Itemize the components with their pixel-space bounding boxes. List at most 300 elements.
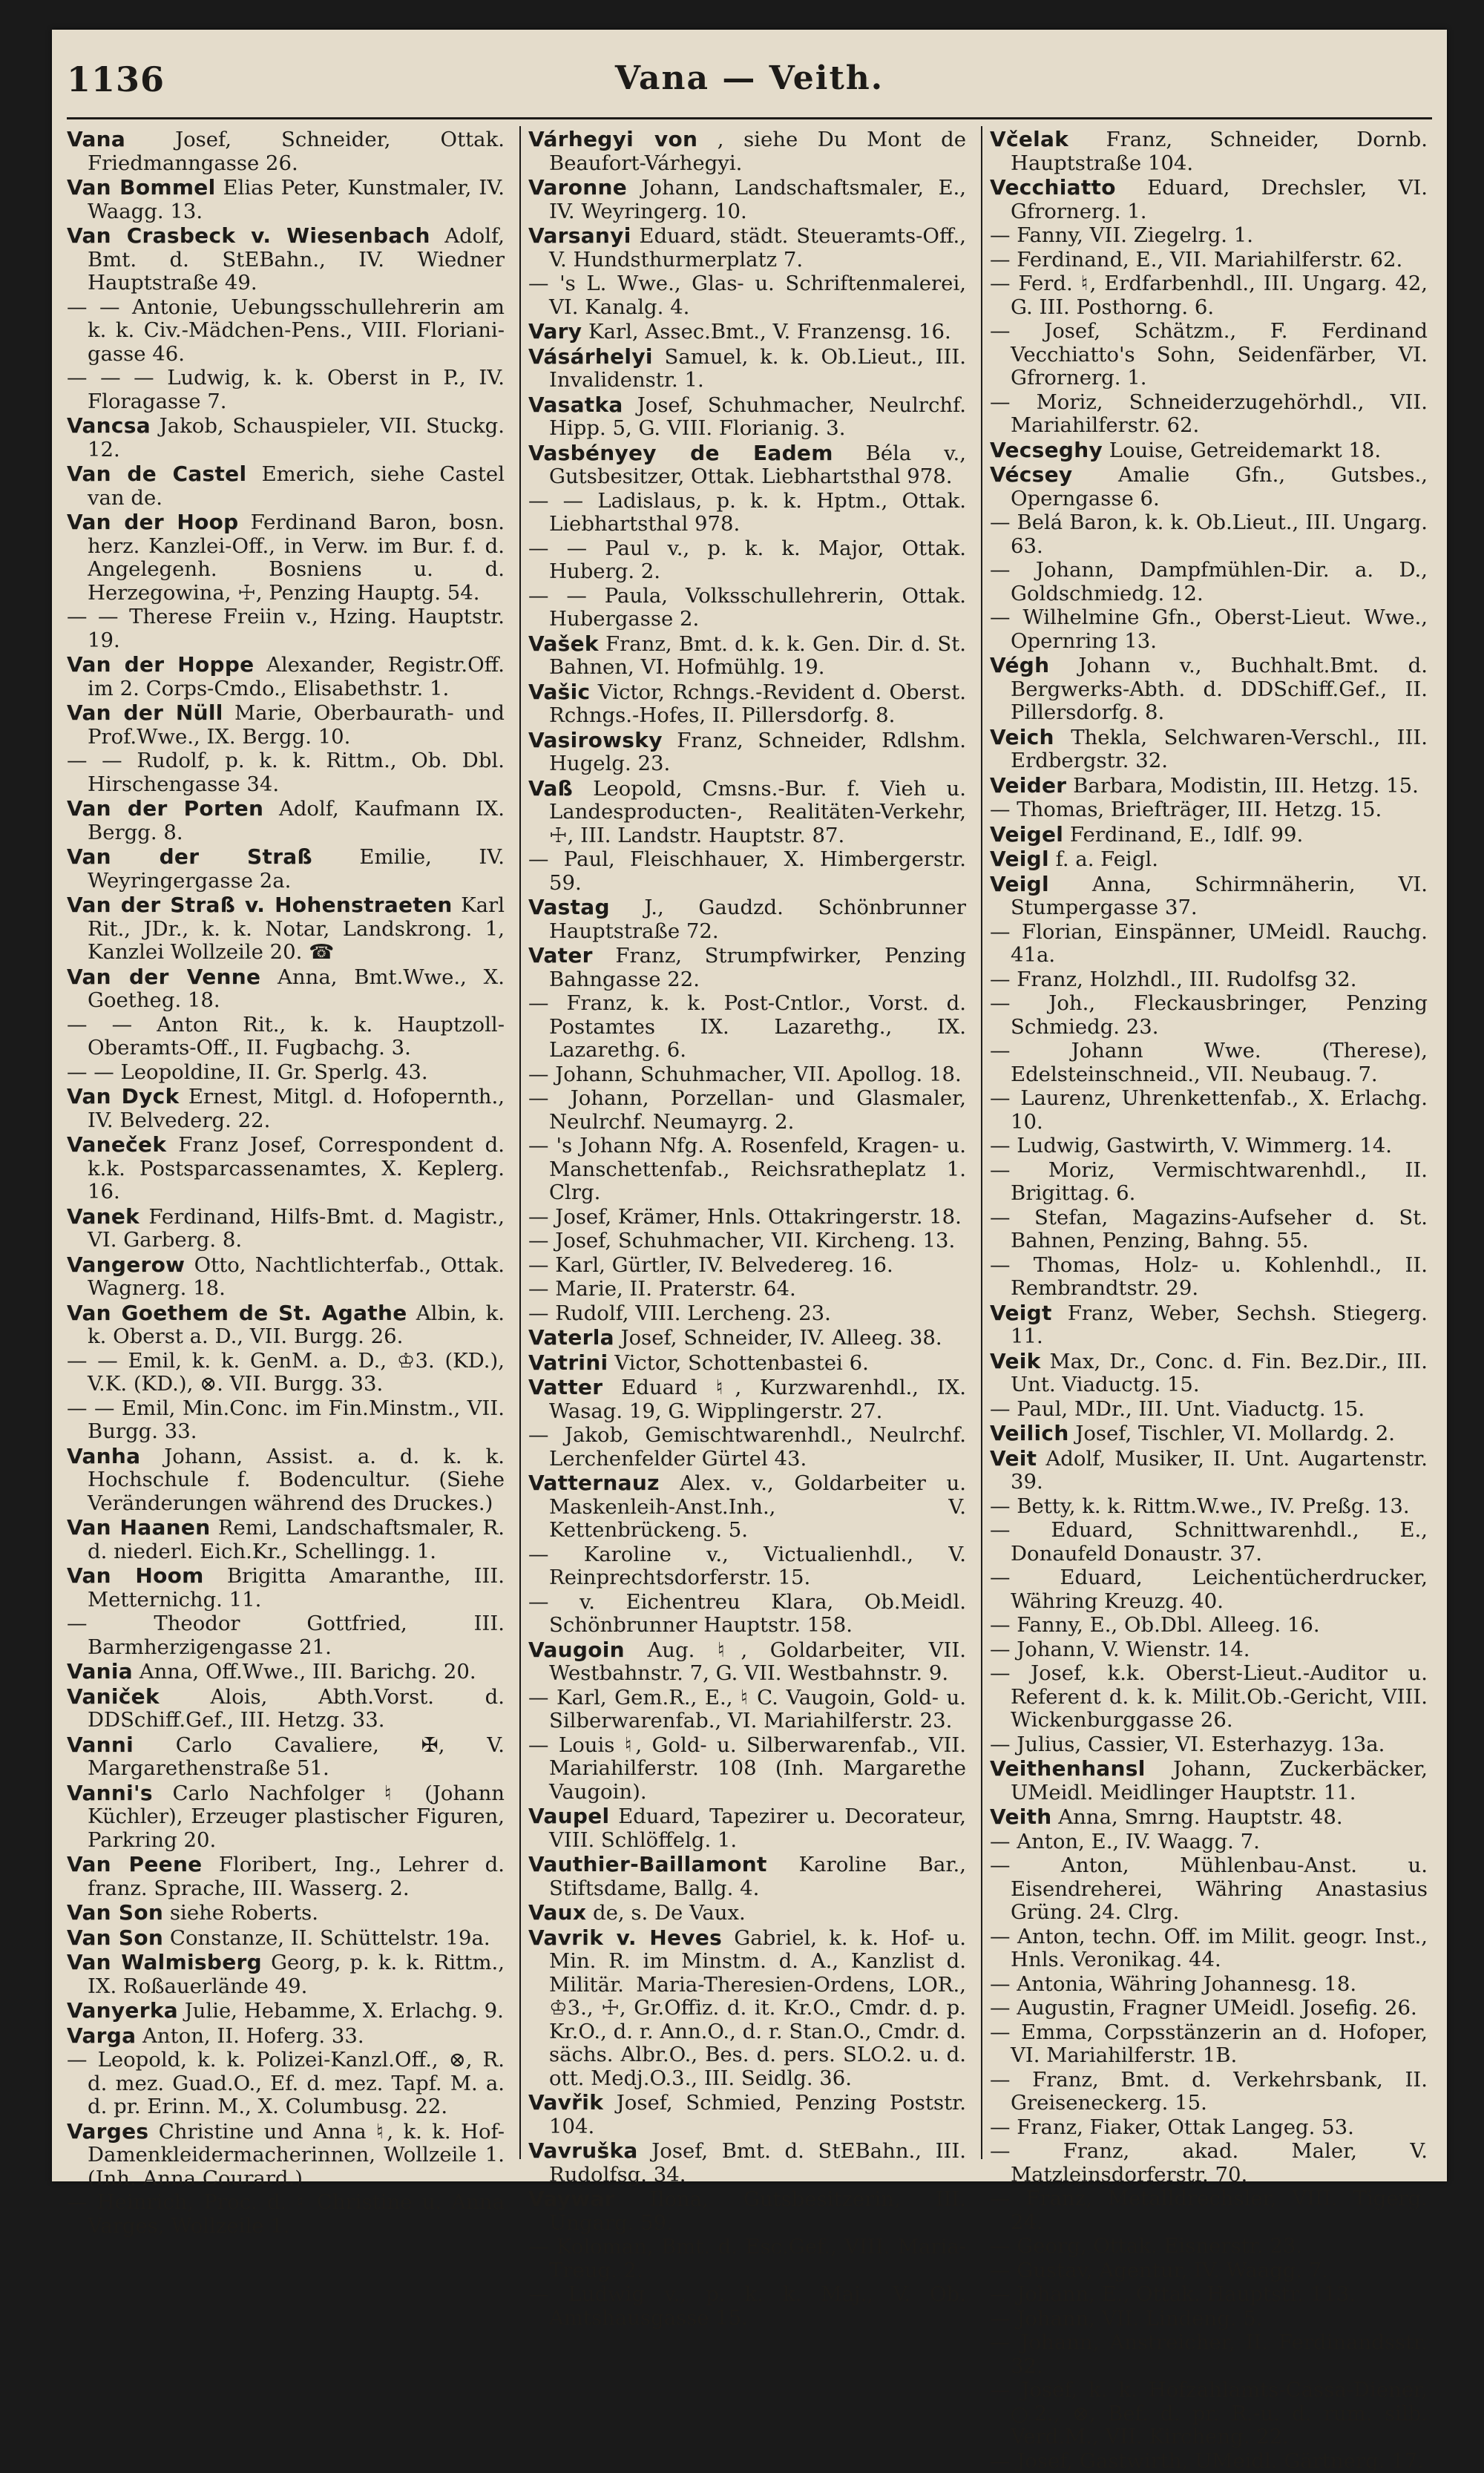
- directory-entry: [67, 1350, 505, 1396]
- entry-details: — Eduard, Leichentücherdrucker, Währing Kreuzg. 40.: [990, 1566, 1428, 1613]
- directory-entry: [990, 2308, 1428, 2331]
- directory-entry: [528, 1638, 966, 1686]
- directory-entry: [990, 1854, 1428, 1925]
- directory-entry: [990, 921, 1428, 968]
- entry-surname: Van Son: [67, 1925, 163, 1950]
- entry-details: Eduard ♮, Kurzwarenhdl., IX. Wasag. 19, G. Wipplingerstr. 27.: [549, 1376, 966, 1423]
- entry-details: — Paul, Fleischhauer, X. Himbergerstr. 59.: [528, 847, 966, 895]
- directory-entry: [990, 847, 1428, 872]
- entry-details: Johann, Zuckerbäcker, UMeidl. Meidlinger Hauptstr. 11.: [1011, 1757, 1428, 1804]
- directory-entry: [990, 1495, 1428, 1519]
- entry-details: Johann v., Buchhalt.Bmt. d. Bergwerks-Abth. d. DDSchiff.Gef., II. Pillersdorfg. 8.: [1011, 654, 1428, 724]
- entry-details: Thekla, Selchwaren-Verschl., III. Erdbergstr. 32.: [1011, 726, 1428, 773]
- directory-entry: [990, 224, 1428, 248]
- entry-details: — Ludwig v., p. k. k. Maj., V. Ob. Amtshausgasse 15.: [528, 2282, 966, 2330]
- column-3: [981, 126, 1432, 2159]
- directory-entry: [528, 2236, 966, 2282]
- entry-details: Jakob, Schauspieler, VII. Stuckg. 12.: [88, 414, 505, 462]
- entry-surname: Vaß: [528, 776, 573, 801]
- directory-entry: [990, 1566, 1428, 1613]
- entry-details: siehe Roberts.: [170, 1901, 318, 1925]
- entry-surname: Vanha: [67, 1444, 140, 1468]
- entry-surname: Vašek: [528, 631, 599, 656]
- directory-entry: [528, 2091, 966, 2138]
- directory-entry: [990, 1350, 1428, 1397]
- directory-entry: [990, 1830, 1428, 1854]
- entry-details: — — Anton Rit., k. k. Hauptzoll-Oberamts-Off., II. Fugbachg. 3.: [67, 1013, 505, 1060]
- entry-details: — Franz, Bmt. d. Verkehrsbank, II. Greiseneckerg. 15.: [990, 2068, 1428, 2115]
- entry-surname: Vary: [528, 319, 582, 344]
- entry-details: Josef, Bmt. d. StEBahn., III. Rudolfsg. 34.: [549, 2139, 966, 2187]
- directory-entry: [990, 1733, 1428, 1757]
- directory-entry: [990, 1087, 1428, 1134]
- entry-details: — Josef, k. k. Hofzahlamts-Cassa-Diener, ○2., ⊗, Bef. d. pr. R.-u. d. rum. silb. Verd.M., VII. Kircheng. 22.: [990, 2378, 1428, 2449]
- entry-surname: Van der Porten: [67, 796, 263, 821]
- directory-entry: [990, 2021, 1428, 2068]
- directory-entry: [528, 1351, 966, 1376]
- directory-entry: [990, 272, 1428, 319]
- entry-surname: Veider: [990, 773, 1066, 798]
- entry-surname: Vavruška: [528, 2138, 638, 2163]
- entry-details: Aug. ♮, Goldarbeiter, VII. Westbahnstr. 7, G. VII. Westbahnstr. 9.: [549, 1638, 966, 1686]
- directory-entry: [528, 1424, 966, 1471]
- directory-entry: [528, 2187, 966, 2235]
- directory-entry: [990, 798, 1428, 822]
- directory-entry: [67, 2049, 505, 2119]
- entry-details: Josef, Schneider, Ottak. Friedmanngasse 26.: [88, 128, 505, 175]
- directory-entry: [528, 1376, 966, 1423]
- entry-details: Emerich, siehe Castel van de.: [88, 462, 505, 510]
- entry-surname: Van Walmisberg: [67, 1950, 262, 1974]
- directory-entry: [528, 992, 966, 1063]
- entry-details: Samuel, k. k. Ob.Lieut., III. Invalidenstr. 1.: [549, 345, 966, 393]
- entry-surname: Várhegyi von: [528, 127, 697, 151]
- entry-details: Eduard, Tapezirer u. Decorateur, VIII. Schlöffelg. 1.: [549, 1804, 966, 1852]
- entry-details: — Johann, VII. Lindeng. 5.: [990, 2307, 1263, 2331]
- directory-entry: [67, 1612, 505, 1659]
- entry-details: Alois, Abth.Vorst. d. DDSchiff.Gef., III. Hetzg. 33.: [88, 1685, 505, 1733]
- directory-entry: [528, 2139, 966, 2187]
- entry-details: Johann, Assist. a. d. k. k. Hochschule f. Bodencultur. (Siehe Veränderungen während des Druckes.): [88, 1445, 505, 1515]
- entry-details: , siehe Du Mont de Beaufort-Várhegyi.: [549, 128, 966, 175]
- entry-surname: Van Bommel: [67, 175, 216, 200]
- entry-surname: Vania: [67, 1659, 133, 1684]
- entry-details: Alex. v., Goldarbeiter u. Maskenleih-Anst.Inh., V. Kettenbrückeng. 5.: [549, 1471, 966, 1542]
- entry-details: Josef, Schuhmacher, Neulrchf. Hipp. 5, G. VIII. Florianig. 3.: [549, 393, 966, 441]
- directory-entry: [990, 1301, 1428, 1349]
- entry-details: — Heinrich, Proc. d. ♮ Christine u. Anna Varges, Wollzeile 1.: [67, 2190, 505, 2238]
- entry-details: Karl, Assec.Bmt., V. Franzensg. 16.: [588, 320, 951, 344]
- entry-surname: Veigl: [990, 847, 1049, 871]
- entry-details: — Ferdinand, E., VII. Mariahilferstr. 62.: [990, 248, 1402, 272]
- entry-details: Emilie, IV. Weyringergasse 2a.: [88, 845, 505, 893]
- directory-entry: [990, 2069, 1428, 2115]
- entry-details: — Karoline v., Victualienhdl., V. Reinprechtsdorferstr. 15.: [528, 1543, 966, 1590]
- directory-entry: [528, 1229, 966, 1253]
- entry-details: — Ludwig, Gastwirth, V. Wimmerg. 14.: [990, 1134, 1392, 1157]
- entry-details: — Franz, Fiaker, Ottak Langeg. 53.: [990, 2115, 1354, 2139]
- entry-details: J., Gaudzd. Schönbrunner Hauptstraße 72.: [549, 896, 966, 943]
- directory-entry: [990, 968, 1428, 992]
- entry-details: — — — Ludwig, k. k. Oberst in P., IV. Floragasse 7.: [67, 366, 505, 413]
- entry-details: Victor, Rchngs.-Revident d. Oberst. Rchngs.-Hofes, II. Pillersdorfg. 8.: [549, 680, 966, 728]
- directory-entry: [990, 1134, 1428, 1158]
- entry-details: — Anton, techn. Off. im Milit. geogr. Inst., Hnls. Veronikag. 44.: [990, 1925, 1428, 1972]
- directory-entry: [528, 320, 966, 344]
- directory-entry: [990, 1159, 1428, 1206]
- entry-details: — Marie, II. Praterstr. 64.: [528, 1277, 796, 1301]
- directory-entry: [67, 1014, 505, 1060]
- entry-surname: Vavřik: [528, 2090, 603, 2115]
- entry-details: Christine und Anna ♮, k. k. Hof-Damenkleidermacherinnen, Wollzeile 1. (Inh. Anna Courard.): [88, 2120, 505, 2190]
- directory-entry: [990, 1398, 1428, 1422]
- entry-details: — Theodor Gottfried, III. Barmherzigengasse 21.: [67, 1612, 505, 1659]
- entry-details: Carlo Cavaliere, ✠, V. Margarethenstraße 51.: [88, 1733, 505, 1781]
- entry-surname: Vanek: [67, 1204, 139, 1229]
- directory-entry: [67, 797, 505, 844]
- directory-entry: [67, 1397, 505, 1444]
- entry-details: Anton, II. Hoferg. 33.: [142, 2024, 364, 2048]
- entry-details: — Emma, Corpsstänzerin an d. Hofoper, VI. Mariahilferstr. 1B.: [990, 2020, 1428, 2068]
- entry-surname: Van Hoom: [67, 1563, 204, 1588]
- directory-entry: [528, 1687, 966, 1733]
- entry-surname: Varsanyi: [528, 223, 631, 248]
- entry-details: Alexander, Registr.Off. im 2. Corps-Cmdo., Elisabethstr. 1.: [88, 653, 505, 700]
- directory-entry: [528, 1278, 966, 1301]
- entry-details: de, s. De Vaux.: [593, 1901, 746, 1925]
- directory-entry: [67, 1516, 505, 1563]
- entry-surname: Vašic: [528, 680, 590, 704]
- directory-entry: [528, 224, 966, 272]
- directory-entry: [67, 1133, 505, 1204]
- entry-details: Julie, Hebamme, X. Erlachg. 9.: [185, 1999, 504, 2023]
- directory-entry: [528, 1926, 966, 2091]
- directory-entry: [990, 774, 1428, 798]
- directory-entry: [990, 249, 1428, 272]
- directory-entry: [528, 1063, 966, 1087]
- columns: [67, 126, 1432, 2159]
- directory-entry: [67, 965, 505, 1013]
- entry-details: Barbara, Modistin, III. Hetzg. 15.: [1073, 774, 1419, 798]
- directory-entry: [990, 1925, 1428, 1972]
- directory-entry: [990, 992, 1428, 1039]
- directory-entry: [990, 654, 1428, 725]
- running-head: Vana — Veith.: [67, 59, 1432, 97]
- directory-entry: [528, 1134, 966, 1205]
- entry-surname: Vauthier-Baillamont: [528, 1852, 767, 1876]
- directory-entry: [990, 1805, 1428, 1830]
- directory-entry: [67, 2120, 505, 2191]
- directory-entry: [67, 224, 505, 295]
- entry-details: Leopold, Cmsns.-Bur. f. Vieh u. Landesproducten-, Realitäten-Verkehr, ☩, III. Landstr. Hauptstr. 87.: [549, 777, 966, 847]
- entry-details: — Johann, Porzellan- und Glasmaler, Neulrchf. Neumayrg. 2.: [528, 1086, 966, 1134]
- entry-details: — Josef, Schuhmacher, VII. Kircheng. 13.: [528, 1229, 955, 1252]
- entry-details: — Georg, Ottak. Eisnerstr. 23.: [990, 2234, 1302, 2258]
- directory-entry: [67, 510, 505, 605]
- entry-surname: Vanyerka: [67, 1998, 178, 2023]
- entry-surname: Vatternauz: [528, 1471, 660, 1495]
- entry-surname: Varonne: [528, 175, 627, 200]
- directory-entry: [67, 1853, 505, 1900]
- entry-surname: Veich: [990, 725, 1054, 749]
- directory-entry: [990, 1662, 1428, 1733]
- entry-details: — Franz, Holzhdl., III. Rudolfsg 32.: [990, 968, 1357, 991]
- entry-details: — — Leopoldine, II. Gr. Sperlg. 43.: [67, 1060, 428, 1084]
- entry-surname: Van Crasbeck v. Wiesenbach: [67, 223, 430, 248]
- entry-surname: Vatter: [528, 1375, 603, 1399]
- entry-details: Floribert, Ing., Lehrer d. franz. Sprache, III. Wasserg. 2.: [88, 1853, 505, 1900]
- entry-surname: Van Haanen: [67, 1515, 210, 1540]
- directory-entry: [990, 1254, 1428, 1301]
- directory-entry: [67, 176, 505, 223]
- entry-details: Georg, p. k. k. Rittm., IX. Roßauerlände 49.: [88, 1951, 505, 1998]
- entry-details: — Joh., Fleckausbringer, Penzing Schmiedg. 23.: [990, 991, 1428, 1039]
- entry-details: — Jakob, Gemischtwarenhdl., Neulrchf. Lerchenfelder Gürtel 43.: [528, 1423, 966, 1471]
- directory-entry: [67, 893, 505, 965]
- entry-details: Franz, Weber, Sechsh. Stiegerg. 11.: [1011, 1301, 1428, 1349]
- directory-entry: [67, 845, 505, 893]
- entry-details: Franz, Bmt. d. k. k. Gen. Dir. d. St. Bahnen, VI. Hofmühlg. 19.: [549, 632, 966, 680]
- entry-surname: Vaneček: [67, 1132, 166, 1157]
- entry-surname: Vásárhelyi: [528, 344, 653, 369]
- directory-entry: [67, 653, 505, 700]
- entry-details: Adolf, Kaufmann IX. Bergg. 8.: [88, 797, 505, 844]
- entry-details: Adolf, Musiker, II. Unt. Augartenstr. 39.: [1011, 1447, 1428, 1494]
- directory-entry: [528, 441, 966, 489]
- entry-details: Brigitta Amaranthe, III. Metternichg. 11.: [88, 1564, 505, 1612]
- directory-entry: [528, 1901, 966, 1925]
- entry-details: Ferdinand, E., Idlf. 99.: [1070, 823, 1303, 847]
- entry-details: — Florian, Einspänner, UMeidl. Rauchg. 41a.: [990, 920, 1428, 968]
- entry-surname: Van Dyck: [67, 1084, 180, 1109]
- entry-surname: Vanni: [67, 1733, 134, 1757]
- entry-details: — — Rudolf, p. k. k. Rittm., Ob. Dbl. Hirschengasse 34.: [67, 749, 505, 796]
- entry-surname: Vavrik v. Heves: [528, 1925, 722, 1950]
- directory-entry: [528, 128, 966, 175]
- entry-details: Béla v., Gutsbesitzer, Ottak. Liebhartsthal 978.: [549, 441, 966, 489]
- entry-surname: Vanni's: [67, 1781, 153, 1805]
- entry-details: Karl Rit., JDr., k. k. Notar, Landskrong. 1, Kanzlei Wollzeile 20. ☎: [88, 893, 505, 964]
- entry-details: — Laurenz, Uhrenkettenfab., X. Erlachg. 10.: [990, 1086, 1428, 1134]
- directory-entry: [528, 1471, 966, 1543]
- entry-details: — Antonia, Währing Johannesg. 18.: [990, 1972, 1356, 1996]
- entry-details: — Moriz, Schneiderzugehörhdl., VII. Mariahilferstr. 62.: [990, 390, 1428, 438]
- entry-details: Ferdinand, Hilfs-Bmt. d. Magistr., VI. Garberg. 8.: [88, 1205, 505, 1252]
- directory-entry: [990, 606, 1428, 653]
- entry-details: — Karl, Gürtler, IV. Belvedereg. 16.: [528, 1253, 893, 1277]
- directory-entry: [67, 605, 505, 652]
- directory-entry: [528, 1087, 966, 1134]
- entry-surname: Vaterla: [528, 1325, 614, 1350]
- entry-surname: Vana: [67, 127, 125, 151]
- entry-surname: Van der Straß v. Hohenstraeten: [67, 893, 453, 917]
- entry-surname: Veik: [990, 1349, 1041, 1373]
- entry-details: Albin, k. k. Oberst a. D., VII. Burgg. 26.: [88, 1301, 505, 1349]
- page-number: 1136: [67, 59, 165, 99]
- directory-entry: [528, 345, 966, 393]
- entry-surname: Varges: [67, 2119, 148, 2144]
- entry-details: — Josef, k.k. Oberst-Lieut.-Auditor u. Referent d. k. k. Milit.Ob.-Gericht, VIII. Wickenburggasse 26.: [990, 1661, 1428, 1732]
- entry-details: — Eduard, Schnittwarenhdl., E., Donaufeld Donaustr. 37.: [990, 1518, 1428, 1566]
- entry-surname: Veithenhansl: [990, 1756, 1146, 1781]
- directory-entry: [990, 1997, 1428, 2020]
- entry-surname: Vater: [528, 943, 593, 968]
- entry-surname: Vaugoin: [528, 1638, 625, 1662]
- entry-details: Johann, Landschaftsmaler, E., IV. Weyringerg. 10.: [549, 176, 966, 223]
- entry-details: — Franz, akad. Maler, V. Matzleinsdorferstr. 70.: [990, 2139, 1428, 2187]
- directory-entry: [67, 1445, 505, 1516]
- entry-details: — Fanny, E., Ob.Dbl. Alleeg. 16.: [990, 1613, 1320, 1637]
- directory-entry: [990, 1614, 1428, 1638]
- directory-entry: [990, 463, 1428, 510]
- entry-surname: Van de Castel: [67, 462, 246, 486]
- directory-entry: [990, 2450, 1428, 2473]
- directory-entry: [990, 439, 1428, 463]
- entry-details: Franz, Schneider, Dornb. Hauptstraße 104.: [1011, 128, 1428, 175]
- entry-surname: Včelak: [990, 127, 1068, 151]
- entry-details: Josef, Schmied, Penzing Poststr. 104.: [549, 2091, 966, 2138]
- entry-surname: Veilich: [990, 1421, 1069, 1445]
- entry-surname: Van der Hoppe: [67, 652, 254, 677]
- entry-surname: Vecseghy: [990, 438, 1103, 462]
- directory-entry: [67, 1781, 505, 1853]
- entry-details: — Josef, Krämer, Hnls. Ottakringerstr. 18.: [528, 1205, 962, 1229]
- directory-entry: [990, 1447, 1428, 1494]
- directory-entry: [528, 490, 966, 536]
- directory-entry: [528, 729, 966, 776]
- directory-entry: [528, 1853, 966, 1900]
- entry-details: Otto, Nachtlichterfab., Ottak. Wagnerg. 18.: [88, 1253, 505, 1301]
- page-header: [67, 59, 1432, 119]
- directory-entry: [67, 462, 505, 510]
- entry-surname: Van Goethem de St. Agathe: [67, 1301, 407, 1325]
- entry-details: — Louis ♮, Gold- u. Silberwarenfab., VII. Mariahilferstr. 108 (Inh. Margarethe Vaugoin).: [528, 1733, 966, 1804]
- entry-details: Ilona, Gutsbesitzerin, III. Ungarg. 59.: [549, 2187, 966, 2235]
- entry-details: — Johann Wwe. (Therese), Edelsteinschneid., VII. Neubaug. 7.: [990, 1039, 1428, 1086]
- entry-surname: Veit: [990, 1446, 1037, 1471]
- directory-entry: [990, 1206, 1428, 1253]
- entry-surname: Veigt: [990, 1301, 1052, 1325]
- entry-details: Karoline Bar., Stiftsdame, Ballg. 4.: [549, 1853, 966, 1900]
- directory-entry: [990, 823, 1428, 847]
- entry-details: — — Ladislaus, p. k. k. Hptm., Ottak. Liebhartsthal 978.: [528, 489, 966, 536]
- entry-details: — — Paul v., p. k. k. Major, Ottak. Huberg. 2.: [528, 536, 966, 584]
- entry-details: Franz Josef, Correspondent d. k.k. Postsparcassenamtes, X. Keplerg. 16.: [88, 1133, 505, 1203]
- entry-details: Remi, Landschaftsmaler, R. d. niederl. Eich.Kr., Schellingg. 1.: [88, 1516, 505, 1563]
- entry-details: Victor, Schottenbastei 6.: [614, 1351, 869, 1375]
- entry-surname: Vaux: [528, 1900, 586, 1925]
- directory-entry: [990, 128, 1428, 175]
- directory-entry: [67, 2024, 505, 2049]
- entry-details: — Karl, Gem.R., E., ♮ C. Vaugoin, Gold- u. Silberwarenfab., VI. Mariahilferstr. 23.: [528, 1686, 966, 1733]
- directory-entry: [528, 2283, 966, 2330]
- entry-details: Amalie Gfn., Gutsbes., Operngasse 6.: [1011, 463, 1428, 510]
- directory-entry: [990, 1757, 1428, 1804]
- entry-details: — Johann, E., Ottak. Hauptstr. 113.: [990, 2282, 1356, 2306]
- entry-details: Marie, Oberbaurath- und Prof.Wwe., IX. Bergg. 10.: [88, 701, 505, 749]
- entry-details: — Paul, MDr., III. Unt. Viaductg. 15.: [990, 1397, 1365, 1421]
- entry-details: — Franz, k. k. Post-Cntlor., Vorst. d. Postamtes IX. Lazarethg., IX. Lazarethg. 6.: [528, 991, 966, 1062]
- entry-details: Josef, Schneider, IV. Alleeg. 38.: [621, 1326, 942, 1350]
- directory-entry: [67, 2191, 505, 2238]
- entry-details: — Augustin, Fragner UMeidl. Josefig. 26.: [990, 1996, 1417, 2020]
- entry-surname: Vasatka: [528, 393, 623, 417]
- entry-surname: Vatrini: [528, 1350, 608, 1375]
- entry-details: — Anton, Mühlenbau-Anst. u. Eisendreherei, Währing Anastasius Grüng. 24. Clrg.: [990, 1853, 1428, 1924]
- directory-entry: [990, 1638, 1428, 1662]
- entry-surname: Van der Venne: [67, 965, 260, 989]
- directory-entry: [67, 1951, 505, 1998]
- entry-surname: Vasirowsky: [528, 728, 663, 752]
- directory-entry: [67, 1926, 505, 1951]
- entry-details: — Wilhelmine Gfn., Oberst-Lieut. Wwe., Opernring 13.: [990, 605, 1428, 653]
- directory-entry: [528, 537, 966, 584]
- directory-entry: [990, 726, 1428, 773]
- directory-entry: [67, 1685, 505, 1733]
- directory-entry: [528, 1543, 966, 1590]
- entry-surname: Vaywar: [528, 2187, 615, 2211]
- directory-entry: [67, 1061, 505, 1085]
- header-rule: [67, 117, 1432, 119]
- entry-surname: Veigl: [990, 872, 1049, 896]
- entry-details: Anna, Smrng. Hauptstr. 48.: [1058, 1805, 1342, 1829]
- entry-details: Eduard, städt. Steueramts-Off., V. Hundsthurmerplatz 7.: [549, 224, 966, 272]
- directory-entry: [67, 414, 505, 462]
- entry-details: — Belá Baron, k. k. Ob.Lieut., III. Ungarg. 63.: [990, 510, 1428, 558]
- directory-entry: [67, 1085, 505, 1132]
- directory-entry: [990, 2187, 1428, 2234]
- directory-entry: [528, 1254, 966, 1278]
- directory-entry: [528, 1326, 966, 1350]
- entry-details: Gabriel, k. k. Hof- u. Min. R. im Minstm. d. A., Kanzlist d. Militär. Maria-Theresien-Ordens, LOR., ♔3., ☩, Gr.Offiz. d. it. Kr.O., Cmdr. d. p. Kr.O., d. r. Ann.O., d. r. Stan.O., Cmdr. d. sächs. Albr.O., Bes. d. pers. SLO.2. u. d. ott. Medj.O.3., III. Seidlg. 36.: [549, 1926, 966, 2090]
- directory-entry: [528, 777, 966, 848]
- directory-entry: [67, 1660, 505, 1684]
- entry-details: Ferdinand Baron, bosn. herz. Kanzlei-Off., in Verw. im Bur. f. d. Angelegenh. Bosniens u. d. Herzegowina, ☩, Penzing Hauptg. 54.: [88, 510, 505, 605]
- directory-entry: [528, 393, 966, 441]
- directory-entry: [990, 873, 1428, 920]
- directory-entry: [528, 1302, 966, 1326]
- directory-entry: [67, 367, 505, 413]
- entry-details: — Rudolf, VIII. Lercheng. 23.: [528, 1301, 831, 1325]
- directory-entry: [528, 848, 966, 895]
- entry-details: — Ferd. ♮, Erdfarbenhdl., III. Ungarg. 42, G. III. Posthorng. 6.: [990, 272, 1428, 319]
- directory-entry: [528, 1734, 966, 1804]
- entry-details: — — Emil, Min.Conc. im Fin.Minstm., VII. Burgg. 33.: [67, 1396, 505, 1444]
- directory-entry: [990, 2235, 1428, 2259]
- entry-details: — Betty, k. k. Rittm.W.we., IV. Preßg. 13.: [990, 1494, 1410, 1518]
- entry-details: — v. Eichentreu Klara, Ob.Meidl. Schönbrunner Hauptstr. 158.: [528, 1590, 966, 1638]
- directory-entry: [67, 749, 505, 796]
- entry-surname: Varga: [67, 2023, 136, 2048]
- entry-surname: Vangerow: [67, 1252, 185, 1277]
- entry-details: — — Therese Freiin v., Hzing. Hauptstr. 19.: [67, 605, 505, 652]
- entry-details: — Thomas, Briefträger, III. Hetzg. 15.: [990, 798, 1382, 821]
- directory-entry: [67, 701, 505, 749]
- entry-details: Louise, Getreidemarkt 18.: [1109, 439, 1381, 462]
- entry-details: Elias Peter, Kunstmaler, IV. Waagg. 13.: [88, 176, 505, 223]
- entry-details: — Franz, Metalldrechsler, VIII. Tigerg. 24.: [990, 2187, 1428, 2234]
- entry-surname: Veigel: [990, 822, 1063, 847]
- entry-details: — Josef, Schätzm., F. Ferdinand Vecchiatto's Sohn, Seidenfärber, VI. Gfrornerg. 1.: [990, 319, 1428, 390]
- entry-details: Max, Dr., Conc. d. Fin. Bez.Dir., III. Unt. Viaductg. 15.: [1011, 1350, 1428, 1397]
- directory-entry: [67, 1999, 505, 2023]
- directory-entry: [990, 511, 1428, 558]
- entry-surname: Vastag: [528, 895, 610, 919]
- directory-entry: [528, 272, 966, 319]
- entry-surname: Vancsa: [67, 413, 151, 438]
- directory-entry: [990, 559, 1428, 605]
- entry-details: — Fanny, VII. Ziegelrg. 1.: [990, 223, 1253, 247]
